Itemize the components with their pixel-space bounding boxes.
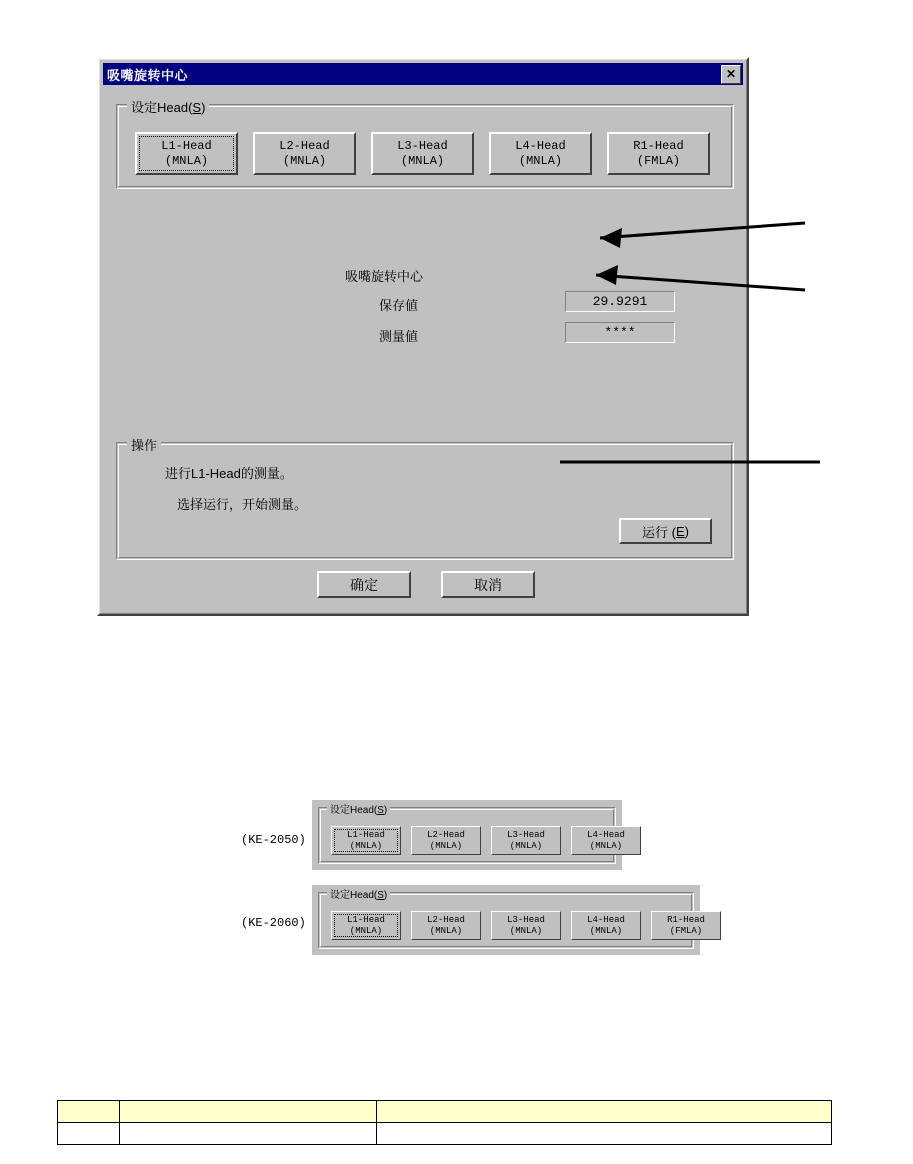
table-header-row: [58, 1101, 832, 1123]
head-button-l2[interactable]: [253, 132, 356, 175]
operation-group: [116, 438, 734, 560]
saved-value-field: 29.9291: [565, 291, 675, 312]
focus-ring: [334, 914, 398, 937]
label-line2: (MNLA): [429, 840, 463, 851]
head-button-r1-line2: (FMLA): [636, 153, 681, 168]
label-line2: (MNLA): [349, 925, 383, 936]
dialog-title: 吸嘴旋转中心: [107, 67, 189, 83]
label-line1: L3-Head: [507, 914, 545, 925]
figure-2-head-button-l2[interactable]: [411, 911, 481, 940]
figure-2-group-title: 设定Head(S): [327, 886, 390, 901]
figure-1-head-button-l2[interactable]: [411, 826, 481, 855]
figure-1-button-row: [331, 826, 641, 855]
table-cell-2: [120, 1123, 376, 1145]
figure-1-head-group: [318, 805, 625, 864]
label-line1: L2-Head: [427, 829, 465, 840]
label-line2: (MNLA): [589, 925, 623, 936]
head-settings-group-title: 设定Head(S): [127, 97, 209, 116]
figure-2-model-label: (KE-2060): [241, 916, 306, 930]
table-row: [58, 1123, 832, 1145]
label-line1: L3-Head: [507, 829, 545, 840]
head-button-l4-line2: (MNLA): [518, 153, 563, 168]
head-button-r1-line1: R1-Head: [633, 138, 684, 153]
label-line2: (FMLA): [669, 925, 703, 936]
table-cell-3: [376, 1123, 831, 1145]
nozzle-rotation-center-dialog: [97, 57, 749, 616]
saved-value-label: 保存値: [379, 298, 419, 313]
focus-ring: [334, 829, 398, 852]
figure-1-model-label: (KE-2050): [241, 833, 306, 847]
table-cell-1: [58, 1123, 120, 1145]
head-button-l2-line1: L2-Head: [279, 138, 330, 153]
figure-2-panel: [312, 885, 705, 955]
head-button-l3-line2: (MNLA): [400, 153, 445, 168]
head-button-l3[interactable]: [371, 132, 474, 175]
figure-1-head-button-l4[interactable]: [571, 826, 641, 855]
label-line1: L1-Head: [347, 829, 385, 840]
operation-group-title: 操作: [127, 435, 161, 454]
measured-value-field: ****: [565, 322, 675, 343]
head-button-l4-line1: L4-Head: [515, 138, 566, 153]
figure-2-head-group: [318, 890, 705, 949]
ok-button[interactable]: 确定: [317, 571, 411, 598]
label-line2: (MNLA): [509, 840, 543, 851]
figure-2-head-button-r1[interactable]: [651, 911, 721, 940]
figure-1-head-button-l3[interactable]: [491, 826, 561, 855]
table-header-cell-2: [120, 1101, 376, 1123]
label-line2: (MNLA): [589, 840, 623, 851]
bottom-table: [57, 1100, 832, 1145]
operation-instruction-2: 选择运行，开始测量。: [177, 497, 308, 512]
head-button-row: [135, 132, 710, 175]
head-button-l2-line2: (MNLA): [282, 153, 327, 168]
head-button-l3-line1: L3-Head: [397, 138, 448, 153]
figure-2-head-button-l4[interactable]: [571, 911, 641, 940]
head-button-l1-line2: (MNLA): [164, 153, 209, 168]
close-icon[interactable]: ✕: [721, 65, 741, 84]
label-line1: L2-Head: [427, 914, 465, 925]
figure-1-head-button-l1[interactable]: [331, 826, 401, 855]
dialog-titlebar[interactable]: [103, 63, 743, 85]
run-button[interactable]: 运行 ( E ): [619, 518, 712, 544]
label-line1: L4-Head: [587, 829, 625, 840]
table-header-cell-1: [58, 1101, 120, 1123]
head-settings-group: [116, 100, 734, 189]
measured-value-label: 测量値: [379, 329, 419, 344]
table-header-cell-3: [376, 1101, 831, 1123]
figure-1-group-title: 设定Head(S): [327, 801, 390, 816]
head-button-r1[interactable]: [607, 132, 710, 175]
head-button-l4[interactable]: [489, 132, 592, 175]
label-line1: L4-Head: [587, 914, 625, 925]
head-button-l1[interactable]: [135, 132, 238, 175]
cancel-button[interactable]: 取消: [441, 571, 535, 598]
measure-section-title: 吸嘴旋转中心: [345, 269, 424, 284]
figure-2-head-button-l3[interactable]: [491, 911, 561, 940]
operation-instruction-1: 进行L1-Head的测量。: [165, 466, 293, 481]
focus-ring: [139, 136, 234, 171]
head-button-l1-line1: L1-Head: [161, 138, 212, 153]
label-line1: R1-Head: [667, 914, 705, 925]
label-line2: (MNLA): [429, 925, 463, 936]
label-line1: L1-Head: [347, 914, 385, 925]
label-line2: (MNLA): [509, 925, 543, 936]
figure-1-panel: [312, 800, 625, 870]
label-line2: (MNLA): [349, 840, 383, 851]
figure-2-button-row: [331, 911, 721, 940]
figure-2-head-button-l1[interactable]: [331, 911, 401, 940]
